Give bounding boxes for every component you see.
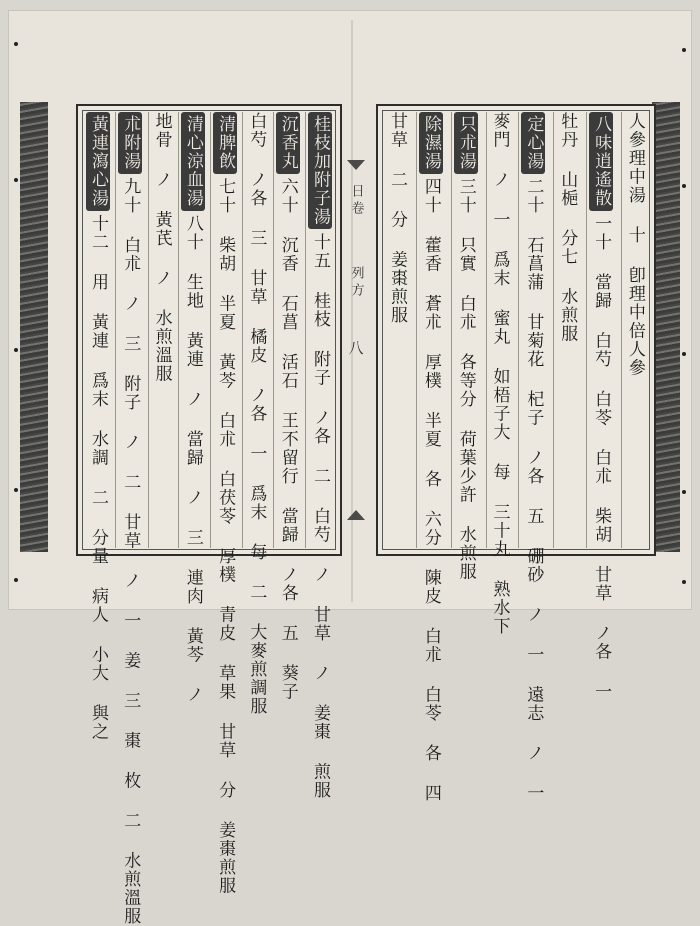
text-column — [115, 112, 144, 926]
binding-hole — [14, 348, 18, 352]
prescription-title: 清脾飲 — [213, 112, 237, 174]
prescription-text: 九十 白朮 ノ 三 附子 ノ 二 甘草 ノ 一 姜 三 棗 枚 二 水煎溫服 — [120, 177, 141, 926]
prescription-title: 黃連瀉心湯 — [86, 112, 110, 211]
section-title: 列方 — [348, 266, 364, 300]
text-column — [242, 112, 269, 716]
prescription-title: 除濕湯 — [419, 112, 443, 174]
prescription-text: 十二 用 黃連 爲末 水調 二 分量 病人 小大 與之 — [88, 214, 108, 741]
prescription-text: 地骨 ノ 黃芪 ノ 水煎溫服 — [151, 112, 172, 383]
text-column — [305, 112, 334, 800]
binding-hole — [682, 580, 686, 584]
binding-hole — [14, 578, 18, 582]
prescription-text: 甘草 二 分 姜棗煎服 — [387, 112, 407, 325]
prescription-text: 白芍 ノ各 三 甘草 橘皮 ノ各 一 爲末 每 二 大麥煎調服 — [246, 112, 267, 716]
binding-hole — [682, 352, 686, 356]
text-column — [586, 112, 615, 701]
text-column — [148, 112, 175, 548]
binding-hole — [14, 488, 18, 492]
binding-hole — [682, 490, 686, 494]
center-margin-strip — [342, 160, 370, 520]
text-column — [451, 112, 480, 581]
prescription-text: 七十 柴胡 半夏 黃芩 白朮 白茯苓 厚樸 青皮 草果 甘草 分 姜棗煎服 — [215, 177, 236, 895]
prescription-title: 朮附湯 — [118, 112, 142, 174]
text-column — [621, 112, 648, 548]
volume-title: 日卷 — [348, 184, 364, 218]
text-column — [178, 112, 207, 704]
left-page — [76, 104, 342, 926]
prescription-title: 八味逍遙散 — [589, 112, 613, 211]
binding-hole — [14, 178, 18, 182]
prescription-text: 一十 當歸 白芍 白苓 白朮 柴胡 甘草 ノ各 一 — [591, 214, 612, 701]
text-column — [210, 112, 239, 895]
binding-hole — [682, 184, 686, 188]
fishtail-top-mark — [347, 160, 365, 174]
text-column — [416, 112, 445, 803]
prescription-title: 桂枝加附子湯 — [308, 112, 332, 229]
prescription-title: 定心湯 — [521, 112, 545, 174]
left-page-columns — [84, 112, 334, 926]
text-column — [518, 112, 547, 803]
prescription-text: 六十 沉香 石菖 活石 王不留行 當歸 ノ各 五 葵子 — [277, 177, 298, 701]
text-column — [486, 112, 513, 636]
left-rubbing-edge — [20, 102, 48, 552]
prescription-title: 清心涼血湯 — [181, 112, 205, 211]
prescription-text: 牡丹 山梔 分七 水煎服 — [557, 112, 578, 343]
binding-hole — [682, 48, 686, 52]
prescription-text: 二十 石菖蒲 甘菊花 杞子 ノ各 五 硼砂 ノ 一 遠志 ノ 一 — [523, 177, 544, 803]
prescription-text: 八十 生地 黃連 ノ 當歸 ノ 三 連肉 黃芩 ノ — [182, 214, 203, 704]
right-page-columns — [384, 112, 648, 803]
text-column — [553, 112, 580, 548]
text-column — [84, 112, 112, 741]
prescription-text: 十五 桂枝 附子 ノ各 二 白芍 ノ 甘草 ノ 姜棗 煎服 — [309, 233, 330, 800]
prescription-text: 麥門 ノ 一 爲末 蜜丸 如梧子大 每 三十丸 熟水下 — [489, 112, 510, 636]
right-page — [376, 104, 656, 803]
paper-sheet — [8, 10, 692, 926]
prescription-text: 人參理中湯 十 卽理中倍人參 — [624, 112, 645, 377]
fishtail-bottom-mark — [347, 506, 365, 520]
right-rubbing-edge — [652, 102, 680, 552]
text-column — [273, 112, 302, 701]
text-column — [384, 112, 410, 548]
prescription-text: 四十 藿香 蒼朮 厚樸 半夏 各 六分 陳皮 白朮 白苓 各 四 — [420, 177, 441, 803]
binding-hole — [14, 42, 18, 46]
prescription-title: 沉香丸 — [276, 112, 300, 174]
prescription-title: 只朮湯 — [454, 112, 478, 174]
prescription-text: 三十 只實 白朮 各等分 荷葉少許 水煎服 — [455, 177, 476, 581]
page-number: 八 — [346, 340, 365, 359]
